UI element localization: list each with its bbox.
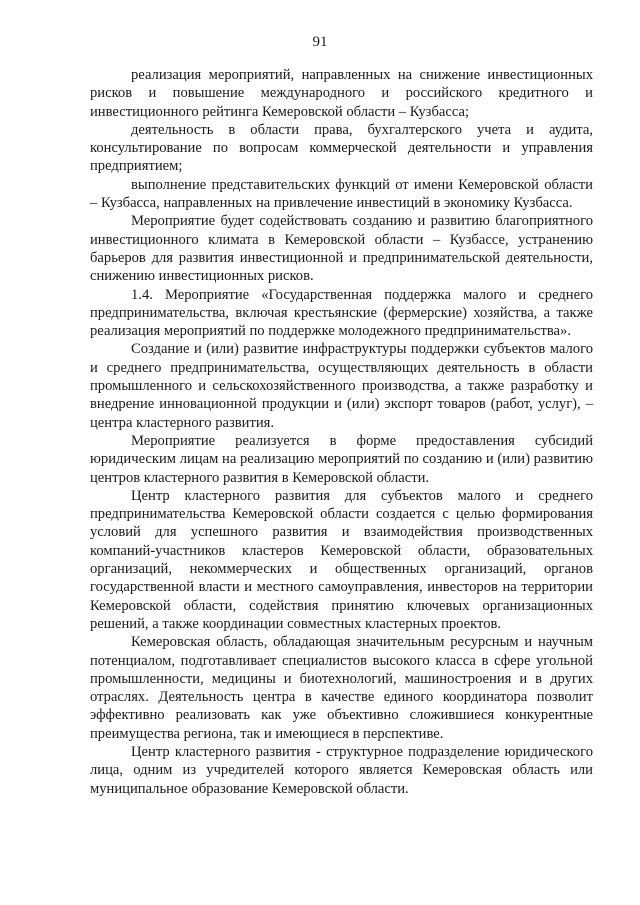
document-body [90,66,593,798]
paragraph-cluster-center-definition: Центр кластерного развития - структурное подразделение юридического лица, одним из учредителей которого является Кемеровская область или муниципальное образование Кемеровской области. [90,743,593,797]
paragraph-representative-functions: выполнение представительских функций от имени Кемеровской области – Кузбасса, направленных на привлечение инвестиций в экономику Кузбасса. [90,176,593,212]
paragraph-investment-risks: реализация мероприятий, направленных на снижение инвестиционных рисков и повышение международного и российского кредитного и инвестиционного рейтинга Кемеровской области – Кузбасса; [90,67,593,120]
paragraph-infrastructure: Создание и (или) развитие инфраструктуры поддержки субъектов малого и среднего предпринимательства, осуществляющих деятельность в области промышленного и сельскохозяйственного производства, а также разработку и внедрение инновационной продукции и (или) экспорт товаров (работ, услуг), – центра кластерного развития. [90,341,593,431]
paragraph-cluster-center-goal: Центр кластерного развития для субъектов малого и среднего предпринимательства Кемеровской области создается с целью формирования условий для успешного развития и взаимодействия производственных компаний-участников кластеров Кемеровской области, образовательных организаций, некоммерческих и общественных организаций, органов государственной власти и местного самоуправления, инвесторов на территории Кемеровской области, содействия принятию ключевых организационных решений, а также координации совместных кластерных проектов. [90,487,593,632]
paragraph-section-1-4: 1.4. Мероприятие «Государственная поддержка малого и среднего предпринимательства, включая крестьянские (фермерские) хозяйства, а также реализация мероприятий по поддержке молодежного предпринимательства». [90,286,593,340]
paragraph-legal-accounting: деятельность в области права, бухгалтерского учета и аудита, консультирование по вопросам коммерческой деятельности и управления предприятием; [90,121,593,175]
paragraph-investment-climate: Мероприятие будет содействовать созданию и развитию благоприятного инвестиционного климата в Кемеровской области – Кузбассе, устранению барьеров для развития инвестиционной и предпринимательской деятельности, снижению инвестиционных рисков. [90,213,593,285]
paragraph-region-potential: Кемеровская область, обладающая значительным ресурсным и научным потенциалом, подготавливает специалистов высокого класса в сфере угольной промышленности, медицины и биотехнологий, машиностроения и в других отраслях. Деятельность центра в качестве единого координатора позволит эффективно реализовать как уже объективно сложившиеся конкурентные преимущества региона, так и имеющиеся в перспективе. [90,634,593,742]
page-number: 91 [312,34,328,50]
paragraph-subsidies: Мероприятие реализуется в форме предоставления субсидий юридическим лицам на реализацию мероприятий по созданию и (или) развитию центров кластерного развития в Кемеровской области. [90,432,593,486]
